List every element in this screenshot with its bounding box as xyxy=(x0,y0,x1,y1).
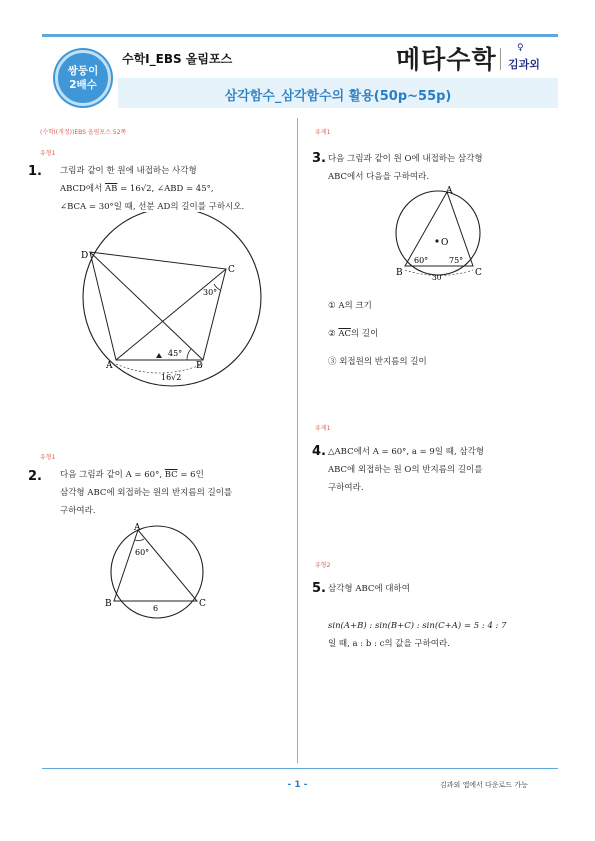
q3-label-c: C xyxy=(475,268,482,278)
column-divider xyxy=(297,118,298,763)
badge-line1: 쌍둥이 xyxy=(67,65,99,77)
q4-number: 4. xyxy=(312,444,326,459)
q1-tag: 유형1 xyxy=(40,150,56,157)
q1-angle-c: 30° xyxy=(203,288,218,297)
q3-line2: ABC에서 다음을 구하여라. xyxy=(328,172,430,182)
q3-angle-c: 75° xyxy=(449,256,464,265)
q5-line1: 삼각형 ABC에 대하여 xyxy=(328,584,410,594)
q2-text xyxy=(60,466,288,520)
q4-line3: 구하여라. xyxy=(328,483,364,493)
subject-label: 수학Ⅰ_EBS 올림포스 xyxy=(122,52,233,66)
q5-line2: sin(A+B) : sin(B+C) : sin(C+A) = 5 : 4 : 7 xyxy=(328,621,507,631)
q3-sub1: ① A의 크기 xyxy=(328,301,372,311)
q3-sub2: ② $\overline{AC}$의 길이 xyxy=(328,329,379,339)
q4-text xyxy=(328,443,563,497)
q1-number: 1. xyxy=(28,164,42,179)
q1-label-a: A xyxy=(106,361,113,371)
q3-label-o: O xyxy=(441,238,449,248)
q1-label-b: B xyxy=(196,361,203,371)
q3-text xyxy=(328,150,563,186)
q2-side-bc: 6 xyxy=(153,604,159,613)
twin-badge xyxy=(55,50,111,106)
page-title: 삼각함수_삼각함수의 활용(50p~55p) xyxy=(224,89,452,104)
q3-side-bc: 30 xyxy=(432,273,442,282)
q3-angle-b: 60° xyxy=(414,256,429,265)
q5-number: 5. xyxy=(312,581,326,596)
q2-line2: 삼각형 ABC에 외접하는 원의 반지름의 길이를 xyxy=(60,488,233,498)
q1-line1: 그림과 같이 한 원에 내접하는 사각형 xyxy=(60,166,197,176)
q3-label-b: B xyxy=(396,268,403,278)
q1-line3: ∠BCA = 30°일 때, 선분 AD의 길이를 구하시오. xyxy=(60,202,245,212)
q2-label-a: A xyxy=(134,523,141,533)
q2-line1: 다음 그림과 같이 A = 60°, $\overline{BC} = 6$인 xyxy=(60,470,204,480)
q2-line3: 구하여라. xyxy=(60,506,96,516)
q3-line1: 다음 그림과 같이 원 O에 내접하는 삼각형 xyxy=(328,154,483,164)
q3-label-a: A xyxy=(446,186,453,196)
q1-label-d: D xyxy=(81,251,89,261)
footer-rule xyxy=(42,768,558,769)
q5-line3: 일 때, a : b : c의 값을 구하여라. xyxy=(328,639,450,649)
q3-tag: 유제1 xyxy=(315,129,331,136)
q1-line2: ABCD에서 $\overline{AB} = 16√2$, ∠ABD = 45°, xyxy=(60,184,214,194)
q2-label-b: B xyxy=(105,599,112,609)
source-note: (수학Ⅰ(개정))EBS 올림포스 52쪽 xyxy=(40,129,127,136)
q5-tag: 유형2 xyxy=(315,562,331,569)
page-number: - 1 - xyxy=(287,780,308,790)
q2-figure xyxy=(100,520,220,620)
q2-number: 2. xyxy=(28,469,42,484)
q2-tag: 유형1 xyxy=(40,454,56,461)
q1-label-c: C xyxy=(228,265,235,275)
q3-number: 3. xyxy=(312,151,326,166)
q1-side-ab: 16√2 xyxy=(161,373,182,382)
q5-text xyxy=(328,617,568,653)
q1-angle-b: 45° xyxy=(168,349,183,358)
brand-divider xyxy=(500,48,501,70)
q4-line2: ABC에 외접하는 원 O의 반지름의 길이를 xyxy=(328,465,483,475)
q1-text xyxy=(60,162,285,216)
download-note: 김과외 앱에서 다운로드 가능 xyxy=(440,781,528,789)
brand-logo: 메타수학 xyxy=(396,45,497,74)
q1-figure xyxy=(60,212,290,392)
q2-angle-a: 60° xyxy=(135,548,150,557)
q4-tag: 유제1 xyxy=(315,425,331,432)
q4-line1: △ABC에서 A = 60°, a = 9일 때, 삼각형 xyxy=(328,447,485,457)
q3-figure xyxy=(392,186,492,286)
badge-line2: 2배수 xyxy=(69,79,97,91)
brand-sub-logo: 김과외 xyxy=(508,58,540,71)
q3-sub3: ③ 외접원의 반지름의 길이 xyxy=(328,357,427,367)
header-rule xyxy=(42,34,558,37)
q2-label-c: C xyxy=(199,599,206,609)
lightbulb-icon: ♀ xyxy=(517,43,524,53)
